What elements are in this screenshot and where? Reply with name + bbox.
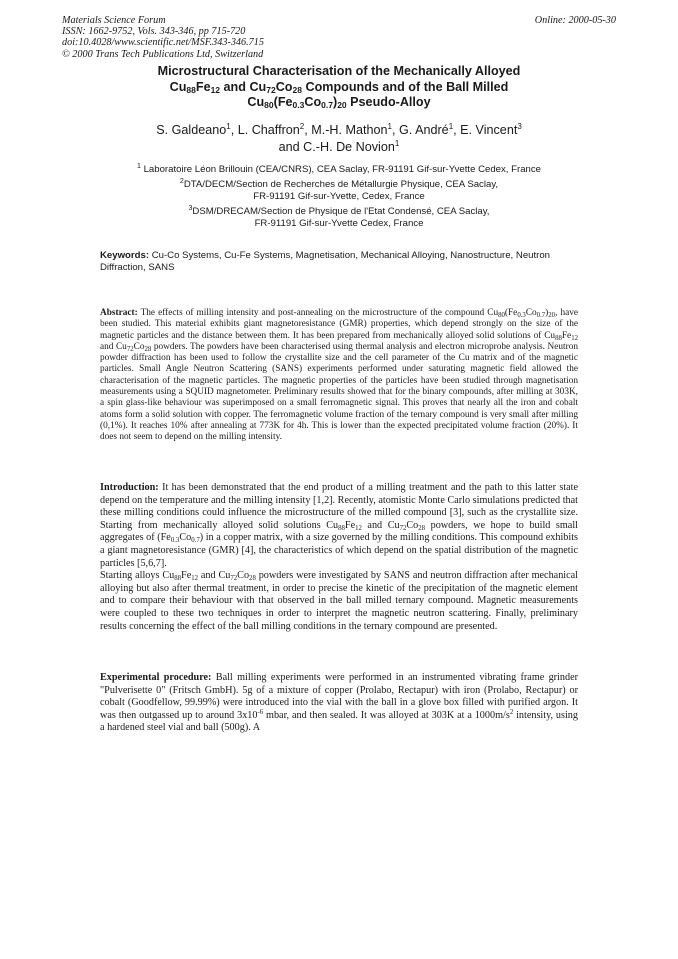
affiliation-3: $^3$DSM/DRECAM/Section de Physique de l'Etat Condensé, CEA Saclay, FR-91191 Gif-sur-Yvette Cedex, France xyxy=(188,204,490,230)
online-date: Online: 2000-05-30 xyxy=(534,15,616,26)
title-line-1: Microstructural Characterisation of the Mechanically Alloyed xyxy=(157,64,521,78)
keywords-text: Cu-Co Systems, Cu-Fe Systems, Magnetisation, Mechanical Alloying, Nanostructure, Neutron Diffraction, SANS xyxy=(100,250,551,274)
author: M.-H. Mathon xyxy=(311,123,388,137)
keywords xyxy=(100,250,578,275)
abstract: Abstract: The effects of milling intensity and post-annealing on the microstructure of the compound $Cu_{80}(Fe_{0.3}Co_{0.7})_{20}$, have been studied. This material exhibits giant magnetoresistance (GMR) properties, which depend strongly on the size of the magnetic particles and the distance between them. It has been prepared from mechanically alloyed solid solutions of $Cu_{88}Fe_{12}$ and $Cu_{72}Co_{28}$ powders. The powders have been characterised using thermal analysis and electron microprobe analysis. Neutron powder diffraction has been used to follow the crystallite size and the cell parameter of the Cu matrix and of the magnetic particles. Small Angle Neutron Scattering (SANS) experiments performed under saturating magnetic field allowed the characterisation of the magnetic particles. The magnetic properties of the particles have been studied through magnetisation measurements using a SQUID magnetometer. Preliminary results showed that for the binary compounds, after milling at 303K, a spin glass-like behaviour was superimposed on a small ferromagnetic signal. This proves that nearly all the iron and cobalt atoms form a solid solution with copper. The ferromagnetic volume fraction of the ternary compound is very small after milling (0,1%). It reaches 10% after annealing at 773K for 4h. This is lower than the expected precipitated volume fraction (20%). It does not seem to depend on the milling intensity. xyxy=(100,308,578,443)
author: and C.-H. De Novion xyxy=(278,140,395,154)
introduction: Introduction: It has been demonstrated that the end product of a milling treatment and the path to this latter state depend on the temperature and the milling intensity [1,2]. Recently, atomistic Monte Carlo simulations predicted that these milling conditions could influence the microstructure of the milled compound [3], such as the crystallite size. Starting from mechanically alloyed solid solutions $Cu_{88}Fe_{12}$ and $Cu_{72}Co_{28}$ powders, we hope to build small aggregates of $(Fe_{0.3}Co_{0.7})$ in a copper matrix, with a size governed by the milling conditions. This compound exhibits a giant magnetoresistance (GMR) [4], the characteristics of which depend on the spatial distribution of the magnetic particles [5,6,7]. Starting alloys $Cu_{88}Fe_{12}$ and $Cu_{72}Co_{28}$ powders were investigated by SANS and neutron diffraction after mechanical alloying but also after thermal treatment, in order to precise the kinetic of the precipitation of the magnetic element and to compare their behaviour with that observed in the ball milled ternary compound. Magnetic measurements were coupled to these two techniques in order to interpret the magnetic neutron scattering. Finally, preliminary results concerning the effect of the ball milling conditions in the ternary compound are presented. xyxy=(100,482,579,632)
issn: ISSN: 1662-9752, Vols. 343-346, pp 715-720 xyxy=(62,26,246,38)
title-line-3: $Cu_{80}(Fe_{0.3}Co_{0.7})_{20}$ Pseudo-Alloy xyxy=(247,95,431,110)
copyright: © 2000 Trans Tech Publications Ltd, Switzerland xyxy=(62,48,264,60)
author-list: S. Galdeano$^1$, L. Chaffron$^2$, M.-H. Mathon$^1$, G. André$^1$, E. Vincent$^3$ and C.-H. De Novion$^1$ xyxy=(156,121,522,154)
experimental-procedure: Experimental procedure: Ball milling experiments were performed in an instrumented vibrating frame grinder "Pulverisette 0" (Fritsch GmbH). 5g of a mixture of copper (Prolabo, Rectapur) with iron (Prolabo, Rectapur) or cobalt (Goodfellow, 99.99%) were introduced into the vial with the ball in a glove box filled with purified argon. It was then outgassed up to around $3x10^{-6}$ mbar, and then sealed. It was alloyed at 303K at a $1000m/s^2$ intensity, using a hardened steel vial and ball (500g). A xyxy=(100,672,578,734)
author: L. Chaffron xyxy=(237,123,300,137)
affiliation-2: $^2$DTA/DECM/Section de Recherches de Métallurgie Physique, CEA Saclay, FR-91191 Gif-sur-Yvette, Cedex, France xyxy=(179,177,499,203)
author: S. Galdeano xyxy=(156,123,227,137)
doi[interactable]: doi:10.4028/www.scientific.net/MSF.343-346.715 xyxy=(62,37,264,49)
journal-name: Materials Science Forum xyxy=(62,15,166,26)
author: G. André xyxy=(398,123,449,137)
title-line-2: $Cu_{88}Fe_{12}$ and $Cu_{72}Co_{28}$ Compounds and of the Ball Milled xyxy=(169,79,509,95)
journal-header xyxy=(62,15,264,60)
keywords-label: Keywords: xyxy=(100,250,150,261)
affiliation-1: $^1$ Laboratoire Léon Brillouin (CEA/CNRS), CEA Saclay, FR-91191 Gif-sur-Yvette Cedex, France xyxy=(137,162,541,175)
paper-title xyxy=(100,64,578,111)
author: E. Vincent xyxy=(460,123,518,137)
